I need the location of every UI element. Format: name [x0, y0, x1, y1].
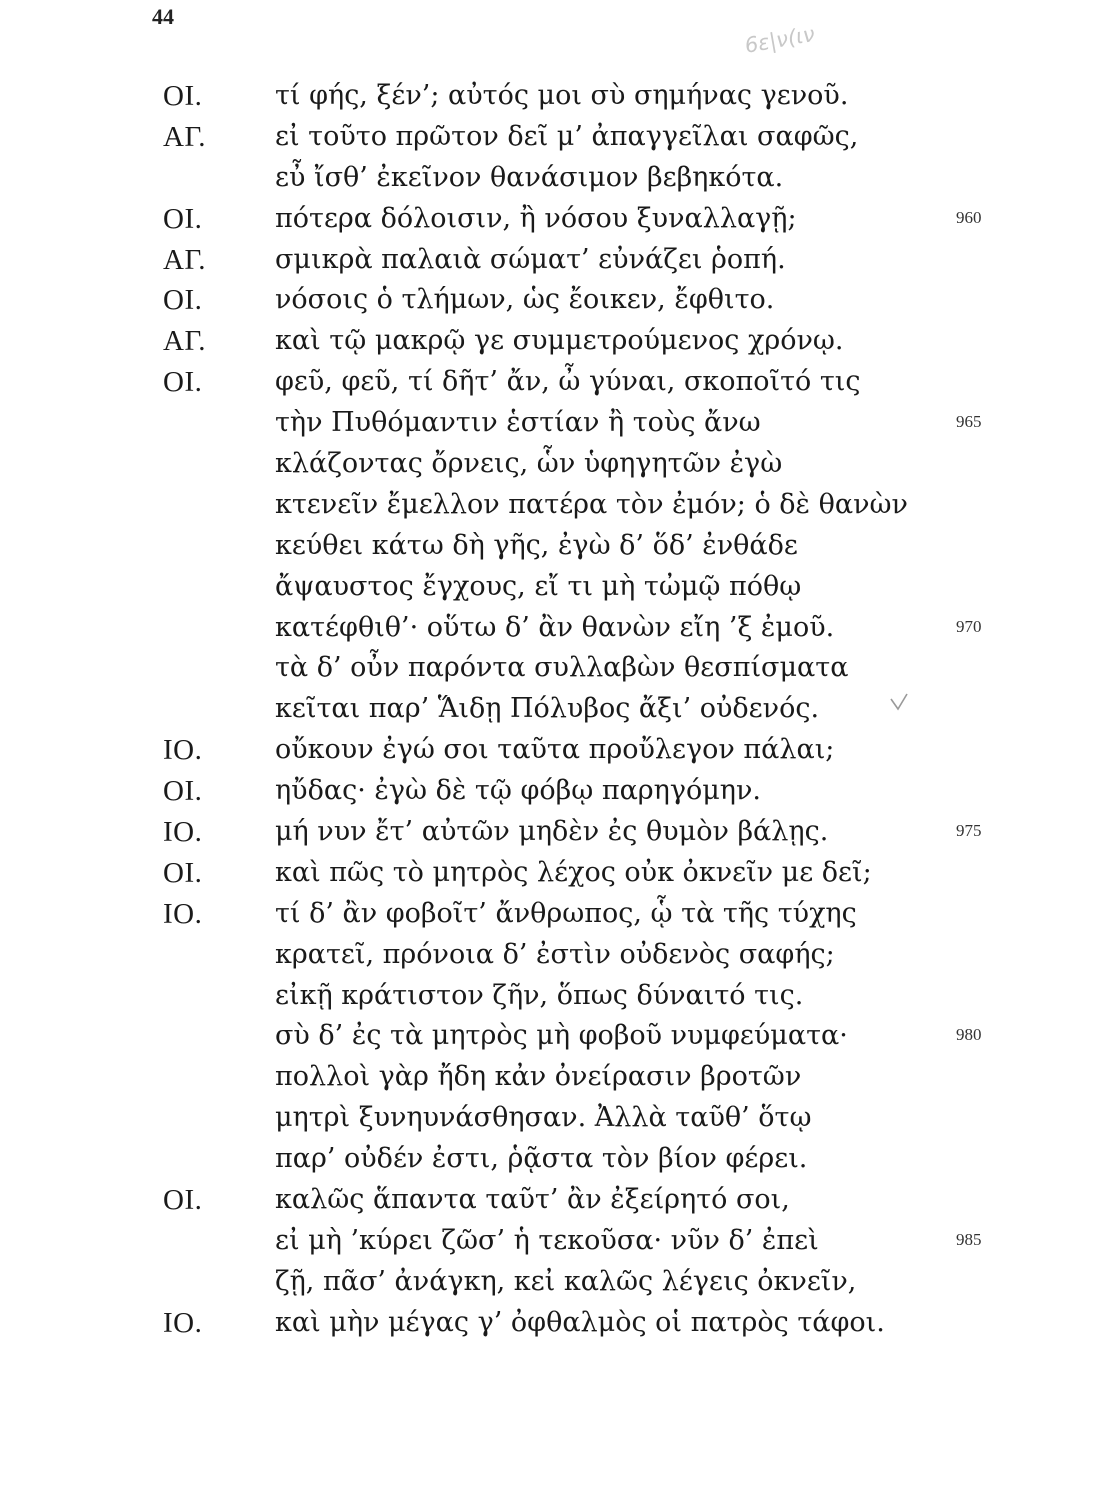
speaker-label: ΙΟ. — [163, 734, 203, 767]
speaker-label: ΟΙ. — [163, 284, 203, 317]
verse-text: καλῶς ἅπαντα ταῦτ’ ἂν ἐξείρητό σοι, — [275, 1184, 790, 1216]
verse-text: μητρὶ ξυνηυνάσθησαν. Ἀλλὰ ταῦθ’ ὅτῳ — [275, 1102, 812, 1134]
speaker-label: ΙΟ. — [163, 1306, 203, 1339]
verse-text: πότερα δόλοισιν, ἢ νόσου ξυναλλαγῇ; — [275, 202, 797, 234]
verse-line — [0, 1098, 1093, 1139]
speaker-label: ΟΙ. — [163, 80, 203, 112]
verse-line — [0, 976, 1093, 1017]
verse-line — [0, 280, 1093, 321]
verse-text: κατέφθιθ’· οὕτω δ’ ἂν θανὼν εἴη ’ξ ἐμοῦ. — [275, 611, 835, 643]
verse-text: παρ’ οὐδέν ἐστι, ῥᾷστα τὸν βίον φέρει. — [275, 1143, 808, 1175]
verse-text: κεῖται παρ’ Ἅιδῃ Πόλυβος ἄξι’ οὐδενός. — [275, 693, 820, 725]
speaker-label: ΑΓ. — [163, 325, 206, 358]
speaker-label: ΑΓ. — [163, 243, 206, 276]
line-number: 985 — [956, 1229, 982, 1249]
verse-line — [0, 567, 1093, 608]
verse-text: καὶ πῶς τὸ μητρὸς λέχος οὐκ ὀκνεῖν με δεῖ; — [275, 856, 872, 888]
verse-text: εὖ ἴσθ’ ἐκεῖνον θανάσιμον βεβηκότα. — [275, 161, 784, 193]
verse-line — [0, 894, 1093, 935]
speaker-label: ΟΙ. — [163, 1184, 203, 1217]
verse-text: ἄψαυστος ἔγχους, εἴ τι μὴ τὠμῷ πόθῳ — [275, 570, 802, 602]
verse-text: ζῇ, πᾶσ’ ἀνάγκη, κεἰ καλῶς λέγεις ὀκνεῖν, — [275, 1265, 857, 1297]
verse-line — [0, 76, 1093, 117]
verse-text: καὶ μὴν μέγας γ’ ὀφθαλμὸς οἱ πατρὸς τάφοι. — [275, 1306, 885, 1338]
verse-line — [0, 1180, 1093, 1221]
verse-text: κεύθει κάτω δὴ γῆς, ἐγὼ δ’ ὅδ’ ἐνθάδε — [275, 529, 798, 561]
verse-line — [0, 526, 1093, 567]
verse-line — [0, 117, 1093, 158]
verse-text: ηὔδας· ἐγὼ δὲ τῷ φόβῳ παρηγόμην. — [275, 775, 761, 807]
verse-text: εἰ μὴ ’κύρει ζῶσ’ ἡ τεκοῦσα· νῦν δ’ ἐπεὶ — [275, 1224, 819, 1256]
pencil-annotation: 6ε|ν(ιν — [742, 21, 817, 58]
page-number: 44 — [152, 4, 174, 29]
speaker-label: ΑΓ. — [163, 120, 206, 153]
verse-text: μή νυν ἔτ’ αὐτῶν μηδὲν ἐς θυμὸν βάλῃς. — [275, 816, 829, 848]
verse-line — [0, 240, 1093, 281]
verse-text: σὺ δ’ ἐς τὰ μητρὸς μὴ φοβοῦ νυμφεύματα· — [275, 1020, 848, 1052]
line-number: 960 — [956, 207, 982, 227]
verse-text: κτενεῖν ἔμελλον πατέρα τὸν ἐμόν; ὁ δὲ θανὼν — [275, 488, 908, 520]
verse-line — [0, 485, 1093, 526]
verse-line — [0, 853, 1093, 894]
verse-line — [0, 812, 1093, 853]
verse-line — [0, 935, 1093, 976]
verse-text: σμικρὰ παλαιὰ σώματ’ εὐνάζει ῥοπή. — [275, 243, 786, 275]
speaker-label: ΙΟ. — [163, 816, 203, 849]
verse-text: τὴν Πυθόμαντιν ἑστίαν ἢ τοὺς ἄνω — [275, 407, 761, 439]
verse-lines — [0, 76, 1093, 1344]
verse-line — [0, 1057, 1093, 1098]
line-number: 970 — [956, 616, 982, 636]
verse-line — [0, 362, 1093, 403]
speaker-label: ΟΙ. — [163, 856, 203, 889]
speaker-label: ΟΙ. — [163, 775, 203, 808]
verse-line — [0, 444, 1093, 485]
verse-line — [0, 1221, 1093, 1262]
verse-text: οὔκουν ἐγώ σοι ταῦτα προὔλεγον πάλαι; — [275, 734, 835, 766]
verse-line — [0, 403, 1093, 444]
verse-text: κλάζοντας ὄρνεις, ὧν ὑφηγητῶν ἐγὼ — [275, 448, 783, 480]
verse-line — [0, 1262, 1093, 1303]
verse-text: φεῦ, φεῦ, τί δῆτ’ ἄν, ὦ γύναι, σκοποῖτό τις — [275, 366, 861, 398]
verse-text: εἰ τοῦτο πρῶτον δεῖ μ’ ἀπαγγεῖλαι σαφῶς, — [275, 120, 859, 152]
speaker-label: ΟΙ. — [163, 366, 203, 399]
verse-text: τί δ’ ἂν φοβοῖτ’ ἄνθρωπος, ᾧ τὰ τῆς τύχης — [275, 897, 857, 929]
verse-line — [0, 1303, 1093, 1344]
verse-text: κρατεῖ, πρόνοια δ’ ἐστὶν οὐδενὸς σαφής; — [275, 938, 835, 970]
verse-line — [0, 730, 1093, 771]
verse-line — [0, 648, 1093, 689]
verse-line — [0, 608, 1093, 649]
verse-text: τὰ δ’ οὖν παρόντα συλλαβὼν θεσπίσματα — [275, 652, 849, 684]
line-number: 965 — [956, 412, 982, 432]
line-number: 980 — [956, 1025, 982, 1045]
verse-line — [0, 1139, 1093, 1180]
verse-text: εἰκῇ κράτιστον ζῆν, ὅπως δύναιτό τις. — [275, 979, 804, 1011]
speaker-label: ΟΙ. — [163, 202, 203, 235]
verse-line — [0, 771, 1093, 812]
verse-text: τί φής, ξέν’; αὐτός μοι σὺ σημήνας γενοῦ. — [275, 80, 849, 111]
verse-text: καὶ τῷ μακρῷ γε συμμετρούμενος χρόνῳ. — [275, 325, 844, 357]
verse-line — [0, 321, 1093, 362]
verse-text: πολλοὶ γὰρ ἤδη κἀν ὀνείρασιν βροτῶν — [275, 1061, 802, 1093]
verse-line — [0, 1016, 1093, 1057]
line-number: 975 — [956, 821, 982, 841]
verse-line — [0, 158, 1093, 199]
speaker-label: ΙΟ. — [163, 897, 203, 930]
verse-line — [0, 199, 1093, 240]
verse-line — [0, 689, 1093, 730]
verse-text: νόσοις ὁ τλήμων, ὡς ἔοικεν, ἔφθιτο. — [275, 284, 775, 316]
